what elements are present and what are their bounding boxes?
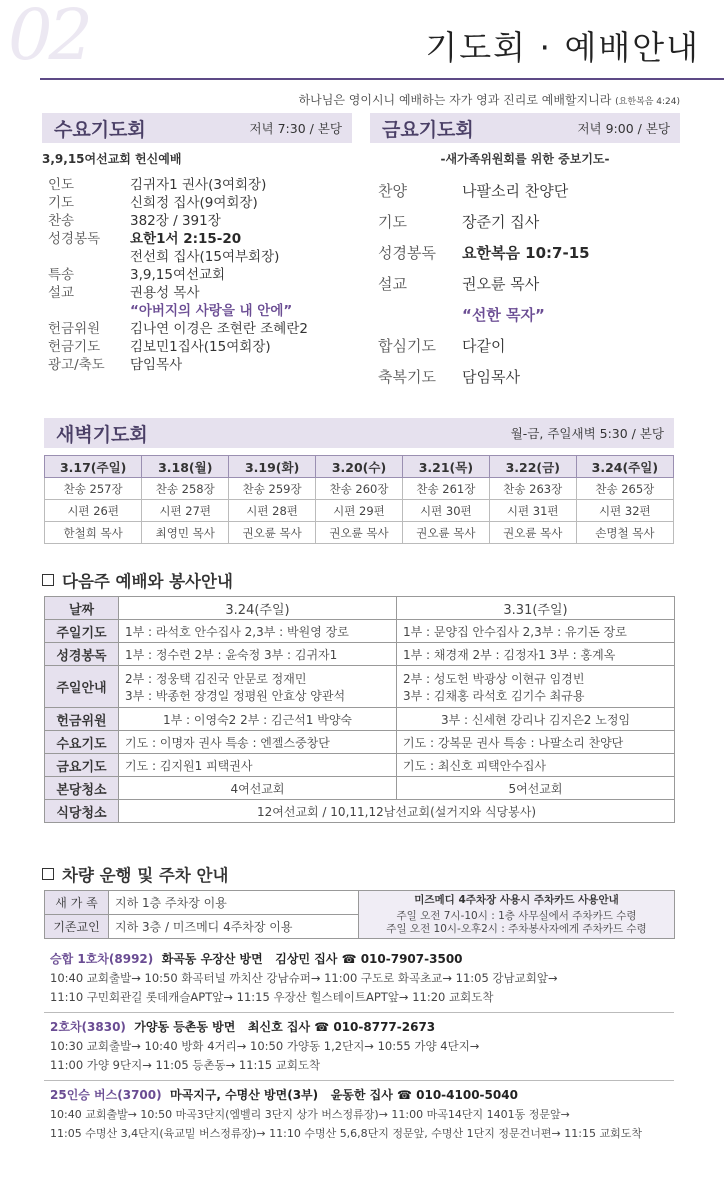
program-role-value: 권오륜 목사 [462,275,540,293]
dawn-hymns-cell: 찬송 265장 [576,478,673,500]
cell: 기도 : 이명자 권사 특송 : 엔젤스중창단 [119,731,397,754]
cell: 3부 : 신세현 강리나 김지은2 노정임 [397,708,675,731]
program-role-value: 다같이 [462,337,506,355]
dawn-hymns-cell: 찬송 259장 [229,478,316,500]
cell-line: 2부 : 정웅택 김진국 안문로 정재민 [125,671,307,686]
wednesday-time: 저녁 7:30 / 본당 [249,121,342,136]
dawn-hymns-cell: 찬송 260장 [316,478,403,500]
program-role-value: 권용성 목사 [130,285,200,301]
row-label: 헌금위원 [45,708,119,731]
wednesday-program [48,176,308,374]
page-number: 02 [8,0,90,76]
cell: 지하 3층 / 미즈메디 4주차장 이용 [109,915,359,939]
friday-header [370,113,680,143]
program-role-value: 신희정 집사(9여회장) [130,195,258,211]
cell: 1부 : 라석호 안수집사 2,3부 : 박원영 장로 [119,620,397,643]
cell: 1부 : 문양집 안수집사 2,3부 : 유기돈 장로 [397,620,675,643]
friday-title: 금요기도회 [382,118,474,141]
friday-program [378,176,590,393]
program-role-label [378,300,462,331]
dawn-hymns-cell: 찬송 263장 [489,478,576,500]
cell: 기도 : 최신호 피택안수집사 [397,754,675,777]
date-column-1: 3.24(주일) [119,597,397,620]
dawn-header [44,418,674,448]
bus-number: 승합 1호차(8992) [50,952,154,966]
bus-number: 2호차(3830) [50,1020,126,1034]
program-row [378,331,590,362]
dawn-schedule-table [44,455,674,544]
cell: 지하 1층 주차장 이용 [109,891,359,915]
friday-subtitle: -새가족위원회를 위한 중보기도- [440,152,610,166]
cell-line: 3부 : 박종헌 장경일 정평원 안효상 양관석 [125,688,346,703]
bus-route: 마곡지구, 수명산 방면(3부) [169,1088,319,1102]
dawn-pastors-cell: 최영민 목사 [142,522,229,544]
program-role-label: 축복기도 [378,368,436,386]
program-role-value: 전선희 집사(15여부회장) [130,249,280,265]
dawn-days-cell: 3.20(수) [316,456,403,478]
note-line: 주일 오전 10시-오후2시 : 주차봉사자에게 주차카드 수령 [386,922,647,935]
dawn-time: 월-금, 주일새벽 5:30 / 본당 [510,426,664,441]
dawn-days-cell: 3.21(목) [402,456,489,478]
program-role-label: 성경봉독 [378,244,436,262]
bus-driver: 윤동한 집사 ☎ 010-4100-5040 [330,1088,518,1102]
program-role-value: 요한복음 10:7-15 [462,244,590,262]
divider [44,1080,674,1081]
program-role-label: 설교 [48,285,75,301]
title-divider [40,78,724,80]
row-label: 수요기도 [45,731,119,754]
program-role-value: 담임목사 [462,368,520,386]
bus-number: 25인승 버스(3700) [50,1088,162,1102]
bus-route-3 [50,1086,680,1143]
next-week-heading [42,568,233,592]
wednesday-title: 수요기도회 [54,118,146,141]
dawn-days-cell: 3.17(주일) [45,456,142,478]
bus-route-2 [50,1018,680,1075]
bus-driver: 김상민 집사 ☎ 010-7907-3500 [275,952,463,966]
cell: 4여선교회 [119,777,397,800]
verse-reference: (요한복음 4:24) [615,97,680,107]
cell: 기도 : 강복문 권사 특송 : 나팔소리 찬양단 [397,731,675,754]
dawn-days-cell: 3.24(주일) [576,456,673,478]
program-row [378,176,590,207]
bus-route: 가양동 등촌동 방면 [134,1020,236,1034]
bus-stops: 11:00 가양 9단지→ 11:05 등촌동→ 11:15 교회도착 [50,1058,321,1072]
parking-table [44,890,675,939]
scripture-verse [299,91,680,108]
cell: 1부 : 정수련 2부 : 윤숙정 3부 : 김귀자1 [119,643,397,666]
dawn-days-cell: 3.18(월) [142,456,229,478]
cell: 1부 : 채경재 2부 : 김정자1 3부 : 홍계옥 [397,643,675,666]
program-role-value: 382장 / 391장 [130,213,221,229]
parking-heading [42,862,228,886]
program-role-value: 장준기 집사 [462,213,540,231]
program-role-label: 찬송 [48,213,75,229]
program-role-label: 설교 [378,275,407,293]
program-row [48,338,308,356]
program-role-label [48,248,130,266]
program-row [378,207,590,238]
bus-stops: 11:10 구민회관길 롯데캐슬APT앞→ 11:15 우장산 힐스테이트APT앞→ 11:20 교회도착 [50,990,494,1004]
dawn-psalms-cell: 시편 31편 [489,500,576,522]
verse-text: 하나님은 영이시니 예배하는 자가 영과 진리로 예배할지니라 [298,93,612,107]
program-row [48,194,308,212]
bus-stops: 10:30 교회출발→ 10:40 방화 4거리→ 10:50 가양동 1,2단지→ 10:55 가양 4단지→ [50,1039,480,1053]
program-role-label: 성경봉독 [48,231,101,247]
cell-line: 3부 : 김채홍 라석호 김기수 최규용 [403,688,585,703]
dawn-psalms-cell: 시편 30편 [402,500,489,522]
dawn-days-cell: 3.22(금) [489,456,576,478]
program-row [378,238,590,269]
wednesday-header [42,113,352,143]
dawn-title: 새벽기도회 [56,423,148,446]
program-role-label: 광고/축도 [48,357,105,373]
program-role-value: 요한1서 2:15-20 [130,231,242,247]
cell: 5여선교회 [397,777,675,800]
dawn-hymns-cell: 찬송 257장 [45,478,142,500]
program-row [48,230,308,248]
program-role-value: 김나연 이경은 조현란 조혜란2 [130,321,308,337]
dawn-pastors-cell: 권오륜 목사 [229,522,316,544]
cell: 기도 : 김지원1 피택권사 [119,754,397,777]
program-row [378,269,590,300]
program-role-label [48,302,130,320]
cell-line: 2부 : 성도헌 박광상 이현규 임경빈 [403,671,585,686]
bus-stops: 10:40 교회출발→ 10:50 마곡3단지(엠벨리 3단지 상가 버스정류장)→ 11:00 마곡14단지 1401동 정문앞→ [50,1108,570,1121]
dawn-days-cell: 3.19(화) [229,456,316,478]
row-label: 주일안내 [45,666,119,708]
dawn-hymns-cell: 찬송 261장 [402,478,489,500]
parking-title: 차량 운행 및 주차 안내 [62,866,229,885]
dawn-hymns-cell: 찬송 258장 [142,478,229,500]
date-header: 날짜 [45,597,119,620]
program-role-value: 김보민1집사(15여회장) [130,339,271,355]
program-row [378,362,590,393]
dawn-psalms-cell: 시편 26편 [45,500,142,522]
program-role-value: 나팔소리 찬양단 [462,182,569,200]
program-role-value: “아버지의 사랑을 내 안에” [130,303,293,319]
program-row [48,356,308,374]
program-row [48,266,308,284]
row-label: 주일기도 [45,620,119,643]
cell: 1부 : 이영숙2 2부 : 김근석1 박양숙 [119,708,397,731]
bus-driver: 최신호 집사 ☎ 010-8777-2673 [247,1020,436,1034]
program-role-label: 특송 [48,267,75,283]
row-label: 금요기도 [45,754,119,777]
next-week-title: 다음주 예배와 봉사안내 [62,572,233,591]
row-label: 기존교인 [45,915,109,939]
program-role-value: 김귀자1 권사(3여회장) [130,177,267,193]
page-title: 기도회 · 예배안내 [425,28,700,67]
program-row [48,212,308,230]
row-label: 새 가 족 [45,891,109,915]
program-role-label: 기도 [378,213,407,231]
bus-route-1 [50,950,680,1007]
service-assignments-table [44,596,675,823]
dawn-pastors-cell: 손명철 목사 [576,522,673,544]
date-column-2: 3.31(주일) [397,597,675,620]
program-row [48,320,308,338]
wednesday-subtitle: 3,9,15여선교회 헌신예배 [42,152,182,166]
program-role-label: 합심기도 [378,337,436,355]
square-bullet-icon [42,574,54,586]
dawn-psalms-cell: 시편 28편 [229,500,316,522]
note-line: 주일 오전 7시-10시 : 1층 사무실에서 주차카드 수령 [396,909,637,922]
cell [119,666,397,708]
bus-stops: 10:40 교회출발→ 10:50 화곡터널 까치산 강남슈퍼→ 11:00 구도로 화곡초교→ 11:05 강남교회앞→ [50,971,558,985]
dawn-psalms-cell: 시편 29편 [316,500,403,522]
bus-route: 화곡동 우장산 방면 [161,952,263,966]
program-role-value: 담임목사 [130,357,183,373]
program-role-label: 기도 [48,195,75,211]
program-role-value: “선한 목자” [462,306,545,324]
program-row [48,248,308,266]
program-row [48,176,308,194]
program-role-label: 헌금기도 [48,339,101,355]
program-role-label: 인도 [48,177,75,193]
note-title: 미즈메디 4주차장 사용시 주차카드 사용안내 [414,893,619,906]
friday-time: 저녁 9:00 / 본당 [577,121,670,136]
dawn-pastors-cell: 권오륜 목사 [402,522,489,544]
dawn-psalms-cell: 시편 32편 [576,500,673,522]
program-role-label: 헌금위원 [48,321,101,337]
dawn-pastors-cell: 권오륜 목사 [316,522,403,544]
bus-stops: 11:05 수명산 3,4단지(육교밑 버스정류장)→ 11:10 수명산 5,6,8단지 정문앞, 수명산 1단지 정문건너편→ 11:15 교회도착 [50,1127,642,1140]
parking-card-note [359,891,675,939]
cell [397,666,675,708]
row-label: 식당청소 [45,800,119,823]
dawn-pastors-cell: 권오륜 목사 [489,522,576,544]
program-role-label: 찬양 [378,182,407,200]
program-role-value: 3,9,15여선교회 [130,267,226,283]
program-row [48,302,308,320]
divider [44,1012,674,1013]
row-label: 성경봉독 [45,643,119,666]
row-label: 본당청소 [45,777,119,800]
dawn-psalms-cell: 시편 27편 [142,500,229,522]
program-row [48,284,308,302]
cell: 12여선교회 / 10,11,12남선교회(설거지와 식당봉사) [119,800,675,823]
dawn-pastors-cell: 한철희 목사 [45,522,142,544]
program-row [378,300,590,331]
square-bullet-icon [42,868,54,880]
